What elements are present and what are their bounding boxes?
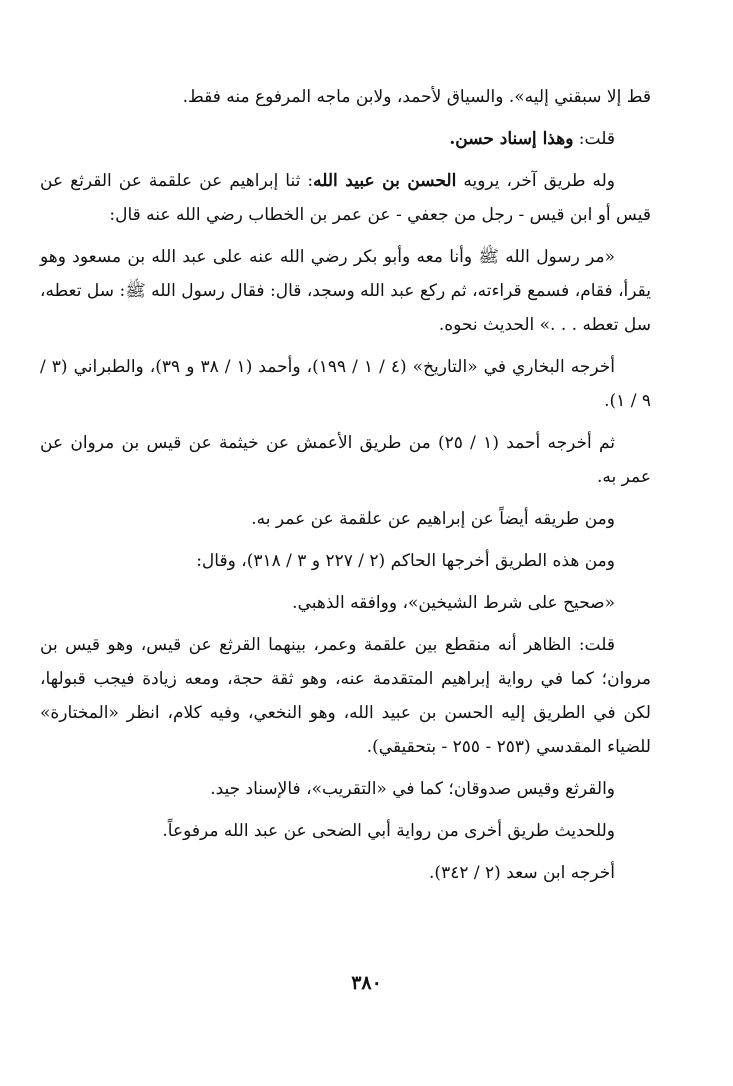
paragraph-2-lead: قلت: (573, 129, 615, 149)
paragraph-10: قلت: الظاهر أنه منقطع بين علقمة وعمر، بينهما القرثع عن قيس، وهو قيس بن مروان؛ كما في رواية إبراهيم المتقدمة عنه، وهو ثقة حجة، ومعه زيادة فيجب قبولها، لكن في الطريق إليه الحسن بن عبيد الله، وهو النخعي، وفيه كلام، انظر «المختارة» للضياء المقدسي (٢٥٣ - ٢٥٥ - بتحقيقي). (40, 635, 651, 757)
paragraph-8: ومن هذه الطريق أخرجها الحاكم (٢ / ٢٢٧ و ٣ / ٣١٨)، وقال: (196, 551, 615, 571)
page-number: ٣٨٠ (351, 972, 382, 994)
paragraph-9: «صحيح على شرط الشيخين»، ووافقه الذهبي. (292, 593, 615, 613)
paragraph-3 (40, 164, 651, 232)
paragraph-6: ثم أخرجه أحمد (١ / ٢٥) من طريق الأعمش عن خيثمة عن قيس بن مروان عن عمر به. (40, 433, 651, 487)
paragraph-7: ومن طريقه أيضاً عن إبراهيم عن علقمة عن عمر به. (251, 509, 615, 529)
paragraph-2 (40, 122, 651, 156)
paragraph-3-lead: وله طريق آخر، يرويه (456, 171, 616, 191)
paragraph-5: أخرجه البخاري في «التاريخ» (٤ / ١ / ١٩٩)، وأحمد (١ / ٣٨ و ٣٩)، والطبراني (٣ / ٩ / ١). (40, 357, 651, 411)
page-body (40, 80, 651, 898)
paragraph-1: قط إلا سبقني إليه». والسياق لأحمد، ولابن ماجه المرفوع منه فقط. (182, 87, 651, 107)
paragraph-2-bold: وهذا إسناد حسن. (449, 129, 574, 149)
paragraph-11: والقرثع وقيس صدوقان؛ كما في «التقريب»، فالإسناد جيد. (210, 779, 615, 799)
paragraph-13: أخرجه ابن سعد (٢ / ٣٤٢). (429, 863, 615, 883)
paragraph-3-rest: : ثنا إبراهيم عن علقمة عن القرثع عن قيس أو ابن قيس - رجل من جعفي - عن عمر بن الخطاب رضي الله عنه قال: (40, 171, 651, 225)
paragraph-12: وللحديث طريق أخرى من رواية أبي الضحى عن عبد الله مرفوعاً. (162, 821, 615, 841)
paragraph-4: «مر رسول الله ﷺ وأنا معه وأبو بكر رضي الله عنه على عبد الله بن مسعود وهو يقرأ، فقام، فسمع قراءته، ثم ركع عبد الله وسجد، قال: فقال رسول الله ﷺ: سل تعطه، سل تعطه . . .» الحديث نحوه. (40, 247, 651, 335)
paragraph-3-bold: الحسن بن عبيد الله (313, 171, 457, 191)
